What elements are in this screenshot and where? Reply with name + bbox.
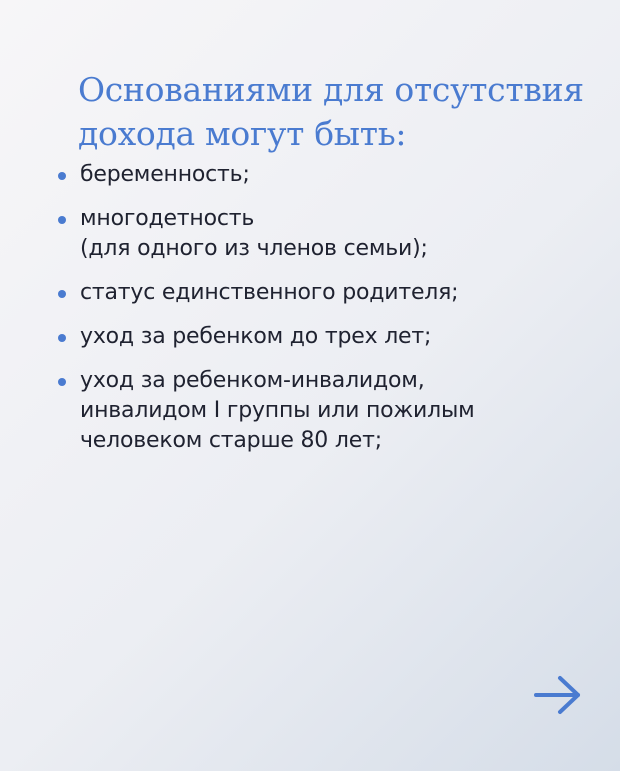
list-item (58, 204, 598, 264)
page-title (78, 68, 598, 156)
arrow-right-icon[interactable] (532, 673, 584, 717)
list-item-text: многодетность (80, 206, 255, 231)
list-item (58, 366, 598, 456)
list-item-text: человеком старше 80 лет; (80, 428, 382, 453)
list-item-text: инвалидом I группы или пожилым (80, 398, 475, 423)
list-item-text: статус единственного родителя; (80, 280, 459, 305)
list-item (58, 322, 598, 352)
title-line: дохода могут быть: (78, 114, 407, 153)
bullet-icon (58, 334, 66, 342)
list-item-text: уход за ребенком-инвалидом, (80, 368, 425, 393)
list-item (58, 278, 598, 308)
bullet-icon (58, 378, 66, 386)
list-item-text: уход за ребенком до трех лет; (80, 324, 432, 349)
list-item-text: беременность; (80, 162, 250, 187)
next-slide-button[interactable] (532, 673, 584, 717)
reasons-list (58, 160, 598, 470)
list-item (58, 160, 598, 190)
bullet-icon (58, 172, 66, 180)
list-item-text: (для одного из членов семьи); (80, 236, 428, 261)
title-line: Основаниями для отсутствия (78, 70, 584, 109)
bullet-icon (58, 216, 66, 224)
bullet-icon (58, 290, 66, 298)
